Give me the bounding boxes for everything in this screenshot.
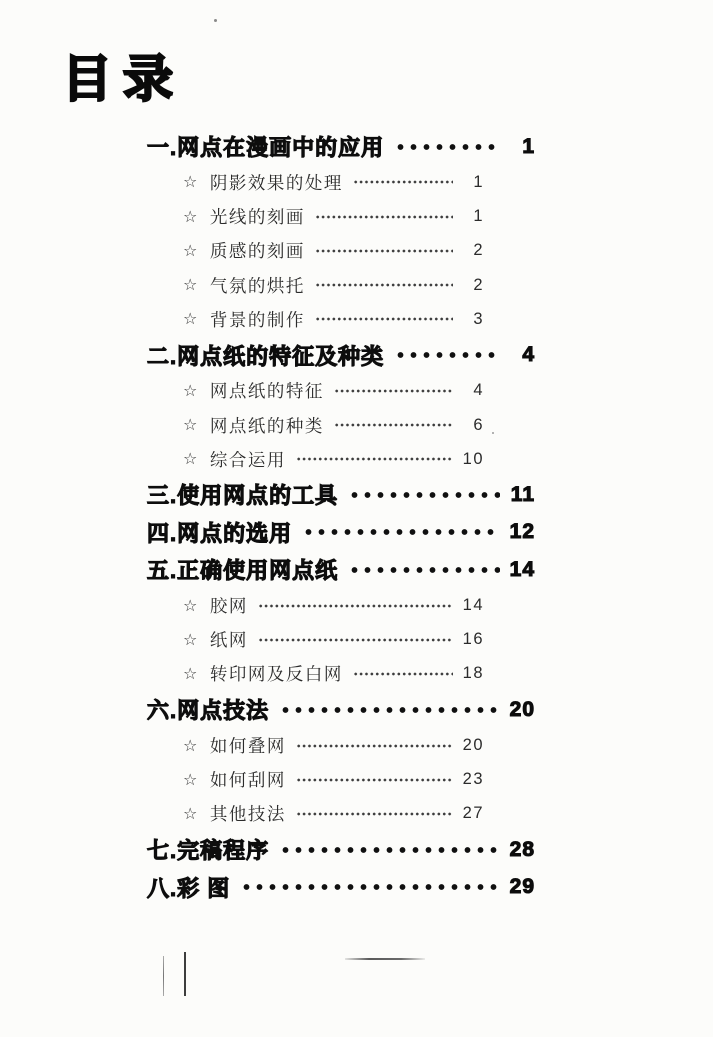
scan-mark-vertical-line [163, 956, 164, 996]
dotted-leader [353, 178, 453, 186]
toc-page-number: 2 [473, 275, 484, 294]
toc-label: 转印网及反白网 [209, 664, 343, 685]
toc-sub-row [147, 268, 535, 302]
toc-page-number: 14 [462, 596, 484, 615]
dotted-leader [258, 636, 453, 644]
dotted-leader [315, 315, 453, 323]
dotted-leader [296, 455, 453, 463]
dotted-leader [302, 526, 500, 538]
toc-label: 综合运用 [209, 449, 286, 470]
toc-page-number: 3 [473, 309, 484, 328]
toc-page-number: 12 [509, 520, 535, 544]
toc-label: 其他技法 [209, 804, 286, 825]
toc-section-row [147, 831, 535, 868]
toc-page-number: 20 [509, 697, 535, 721]
dotted-leader [394, 349, 500, 361]
table-of-contents [147, 128, 535, 906]
toc-sub-row [147, 588, 535, 622]
toc-sub-row [147, 200, 535, 234]
toc-label: 七.完稿程序 [147, 838, 270, 864]
star-icon: ☆ [183, 631, 199, 649]
toc-sub-row [147, 442, 535, 476]
dotted-leader [394, 141, 500, 153]
toc-section-row [147, 476, 535, 513]
dotted-leader [296, 776, 453, 784]
toc-page-number: 4 [473, 381, 484, 400]
dotted-leader [279, 844, 500, 856]
toc-label: 一.网点在漫画中的应用 [147, 135, 385, 161]
dotted-leader [334, 421, 453, 429]
dotted-leader [279, 704, 500, 716]
toc-sub-row [147, 797, 535, 831]
toc-page-number: 28 [509, 837, 535, 861]
dotted-leader [315, 213, 453, 221]
toc-label: 质感的刻画 [209, 241, 305, 262]
star-icon: ☆ [183, 737, 199, 755]
toc-label: 纸网 [209, 630, 248, 651]
toc-sub-row [147, 763, 535, 797]
toc-sub-row [147, 728, 535, 762]
toc-label: 胶网 [209, 596, 248, 617]
star-icon: ☆ [183, 805, 199, 823]
toc-sub-row [147, 408, 535, 442]
toc-section-row [147, 128, 535, 165]
toc-page-number: 11 [510, 482, 535, 506]
star-icon: ☆ [183, 277, 199, 295]
page-title: 目录 [62, 51, 184, 107]
toc-page-number: 2 [473, 241, 484, 260]
dotted-leader [315, 247, 453, 255]
dotted-leader [353, 670, 453, 678]
toc-label: 阴影效果的处理 [209, 172, 343, 193]
star-icon: ☆ [183, 451, 199, 469]
toc-label: 五.正确使用网点纸 [147, 558, 339, 584]
star-icon: ☆ [183, 311, 199, 329]
toc-page-number: 1 [473, 172, 484, 191]
toc-page-number: 10 [462, 449, 484, 468]
toc-label: 四.网点的选用 [147, 520, 293, 546]
toc-sub-row [147, 623, 535, 657]
toc-label: 网点纸的种类 [209, 415, 324, 436]
toc-page-number: 6 [473, 415, 484, 434]
star-icon: ☆ [183, 242, 199, 260]
toc-sub-row [147, 165, 535, 199]
toc-page-number: 16 [462, 630, 484, 649]
dotted-leader [240, 881, 500, 893]
toc-label: 气氛的烘托 [209, 275, 305, 296]
toc-sub-row [147, 374, 535, 408]
star-icon: ☆ [183, 597, 199, 615]
scan-speck [214, 19, 217, 22]
dotted-leader [348, 564, 500, 576]
star-icon: ☆ [183, 382, 199, 400]
dotted-leader [296, 742, 453, 750]
toc-page-number: 1 [522, 134, 535, 158]
scan-mark-horizontal-smudge [345, 958, 425, 960]
toc-section-row [147, 336, 535, 373]
toc-label: 如何叠网 [209, 736, 286, 756]
toc-section-row [147, 868, 535, 905]
scan-mark-vertical-line [184, 952, 186, 996]
star-icon: ☆ [183, 665, 199, 683]
toc-page-number: 14 [509, 557, 535, 581]
toc-label: 八.彩 图 [147, 875, 231, 901]
toc-label: 六.网点技法 [147, 698, 270, 724]
toc-sub-row [147, 657, 535, 691]
scan-speck [492, 432, 494, 434]
toc-sub-row [147, 302, 535, 336]
toc-label: 三.使用网点的工具 [147, 483, 339, 509]
toc-label: 背景的制作 [209, 309, 305, 330]
toc-label: 如何刮网 [209, 770, 286, 791]
dotted-leader [334, 387, 453, 395]
toc-page-number: 4 [522, 343, 535, 367]
toc-section-row [147, 514, 535, 551]
toc-label: 网点纸的特征 [209, 381, 324, 402]
toc-page-number: 23 [462, 770, 484, 789]
dotted-leader [315, 281, 453, 289]
dotted-leader [258, 602, 453, 610]
toc-page-number: 20 [462, 736, 484, 754]
toc-section-row [147, 551, 535, 588]
toc-label: 光线的刻画 [209, 207, 305, 228]
toc-page-number: 27 [462, 804, 484, 823]
toc-page-number: 1 [473, 207, 484, 226]
star-icon: ☆ [183, 771, 199, 789]
toc-page-number: 29 [509, 875, 535, 899]
star-icon: ☆ [183, 208, 199, 226]
toc-label: 二.网点纸的特征及种类 [147, 343, 385, 369]
toc-sub-row [147, 234, 535, 268]
star-icon: ☆ [183, 417, 199, 434]
dotted-leader [348, 489, 500, 501]
toc-page-number: 18 [462, 664, 484, 683]
star-icon: ☆ [183, 174, 199, 192]
dotted-leader [296, 810, 453, 818]
toc-section-row [147, 691, 535, 728]
